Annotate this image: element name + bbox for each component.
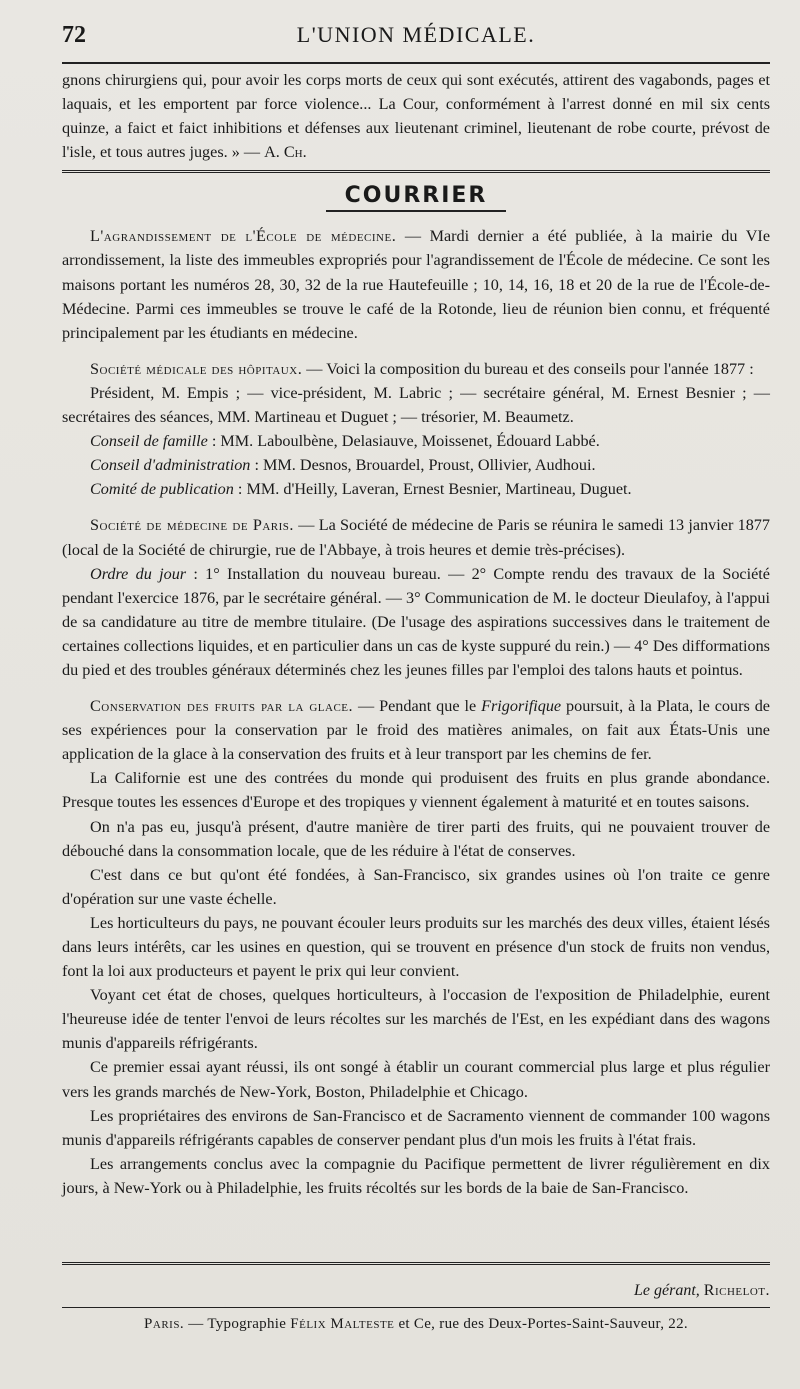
conseil-text: : MM. Laboulbène, Delasiauve, Moissenet, Édouard Labbé. (207, 432, 600, 451)
intro-signature: A. Ch. (264, 143, 307, 162)
comite-publication (62, 477, 770, 501)
conseil-text: : MM. Desnos, Brouardel, Proust, Ollivier, Audhoui. (250, 456, 596, 475)
conseil-text: : MM. d'Heilly, Laveran, Ernest Besnier, Martineau, Duguet. (233, 480, 632, 499)
article-heading: Conservation des fruits par la glace. (90, 697, 354, 716)
body-text (62, 68, 770, 1200)
article-text: — Voici la composition du bureau et des conseils pour l'année 1877 : (302, 359, 754, 378)
paragraph: Les arrangements conclus avec la compagnie du Pacifique permettent de livrer régulièrement en dix jours, à New-York ou à Philadelphie, les fruits récoltés sur les bords de la baie de San-Francisco. (62, 1154, 770, 1197)
article-societe-paris (62, 513, 770, 561)
imprint-line (62, 1316, 770, 1333)
article-text: — Pendant que le (353, 697, 482, 716)
ordre-text: : 1° Installation du nouveau bureau. — 2° Compte rendu des travaux de la Société pendant l'exercice 1876, par le secrétaire général. — 3° Communication de M. le docteur Dieulafoy, à l'appui de sa candidature au titre de membre titulaire. (De l'usage des aspirations successives dans le traitement de certaines collections liquides, et en particulier dans un cas de kyste suppuré du rein.) — 4° Des difformations du pied et des troubles généraux déterminés chez les jeunes filles par l'emploi des talons hauts et pointus. (62, 564, 770, 679)
conseil-label: Comité de publication (90, 480, 234, 499)
article-text: poursuit, à la Plata, le cours de ses expériences pour la conservation par le froid des matières animales, on fait aux États-Unis une application de la glace à la conservation des fruits et à leur transport par les chemins de fer. (62, 697, 770, 764)
conseil-label: Conseil d'administration (90, 456, 251, 475)
article-heading: Société de médecine de Paris. (90, 516, 294, 535)
article-conservation-fruits (62, 694, 770, 766)
footer-rule-thin (62, 1307, 770, 1308)
article-societe-hopitaux (62, 357, 770, 381)
paragraph: Les horticulteurs du pays, ne pouvant écouler leurs produits sur les marchés des deux villes, étaient lésés dans leurs intérêts, car les usines en question, qui se trouvent en présence d'un stock de fruits non vendus, font la loi aux producteurs et payent le prix qui leur convient. (62, 913, 770, 981)
ordre-du-jour (62, 562, 770, 682)
frigorifique-name: Frigorifique (481, 697, 562, 716)
gerant-line (62, 1279, 770, 1303)
imprint-printer: Félix Malteste (290, 1316, 395, 1332)
article-text: — Mardi dernier a été publiée, à la mairie du VIe arrondissement, la liste des immeubles expropriés pour l'agrandissement de l'École de médecine. Ce sont les maisons portant les numéros 28, 30, 32 de la rue Hautefeuille ; 10, 14, 16, 18 et 20 de la rue de l'École-de-Médecine. Parmi ces immeubles se trouve le café de la Rotonde, lieu de réunion bien connu, et fréquenté principalement par les étudiants en médecine. (62, 227, 770, 342)
running-head (62, 22, 770, 64)
conseil-administration (62, 453, 770, 477)
intro-paragraph (62, 68, 770, 164)
conseil-label: Conseil de famille (90, 432, 208, 451)
bureau-paragraph: Président, M. Empis ; — vice-président, M. Labric ; — secrétaire général, M. Ernest Besnier ; — secrétaires des séances, MM. Martineau et Duguet ; — trésorier, M. Beaumetz. (62, 383, 770, 427)
paragraph: Les propriétaires des environs de San-Francisco et de Sacramento viennent de commander 100 wagons munis d'appareils réfrigérants capables de conserver pendant plus d'un mois les fruits à l'état frais. (62, 1106, 770, 1149)
intro-text: gnons chirurgiens qui, pour avoir les corps morts de ceux qui sont exécutés, attirent des vagabonds, pages et laquais, et les emportent par force violence... La Cour, conformément à l'arrest donné en mil six cents quinze, a faict et faict inhibitions et défenses aux lieutenant criminel, lieutenant de robe courte, prévost de l'isle, et tous autres juges. » — (62, 71, 770, 162)
article-ecole-medecine (62, 224, 770, 344)
gerant-name: Richelot. (703, 1282, 770, 1299)
section-header (62, 170, 770, 218)
imprint-text: — Typographie (184, 1316, 291, 1332)
imprint-text: et Ce, rue des Deux-Portes-Saint-Sauveur, 22. (394, 1316, 688, 1332)
paragraph: On n'a pas eu, jusqu'à présent, d'autre manière de tirer parti des fruits, qui ne pouvaient trouver de débouché dans la consommation locale, que de les réduire à l'état de conserves. (62, 817, 770, 860)
article-heading: L'agrandissement de l'École de médecine. (90, 227, 397, 246)
section-title: COURRIER (344, 183, 488, 209)
page-number: 72 (62, 22, 86, 48)
ordre-label: Ordre du jour (90, 564, 187, 583)
section-rule (62, 170, 770, 173)
gerant-label: Le gérant, (634, 1282, 700, 1299)
section-title-underline (326, 210, 506, 212)
imprint-city: Paris. (144, 1316, 185, 1332)
article-text: — La Société de médecine de Paris se réunira le samedi 13 janvier 1877 (local de la Société de chirurgie, rue de l'Abbaye, à trois heures et demie très-précises). (62, 516, 770, 559)
page-footer (62, 1262, 770, 1333)
conseil-famille (62, 429, 770, 453)
journal-title: L'UNION MÉDICALE. (296, 22, 536, 47)
paragraph: Ce premier essai ayant réussi, ils ont songé à établir un courant commercial plus large et plus régulier vers les grands marchés de New-York, Boston, Philadelphie et Chicago. (62, 1058, 770, 1101)
footer-rule (62, 1262, 770, 1265)
paragraph: La Californie est une des contrées du monde qui produisent des fruits en plus grande abondance. Presque toutes les essences d'Europe et des tropiques y viennent également à maturité et en toutes saisons. (62, 769, 770, 812)
paragraph: C'est dans ce but qu'ont été fondées, à San-Francisco, six grandes usines où l'on traite ce genre d'opération sur une vaste échelle. (62, 865, 770, 908)
article-heading: Société médicale des hôpitaux. (90, 359, 303, 378)
paragraph: Voyant cet état de choses, quelques horticulteurs, à l'occasion de l'exposition de Philadelphie, eurent l'heureuse idée de tenter l'envoi de leurs récoltes sur les marchés de l'Est, en les expédiant dans des wagons munis d'appareils réfrigérants. (62, 986, 770, 1053)
